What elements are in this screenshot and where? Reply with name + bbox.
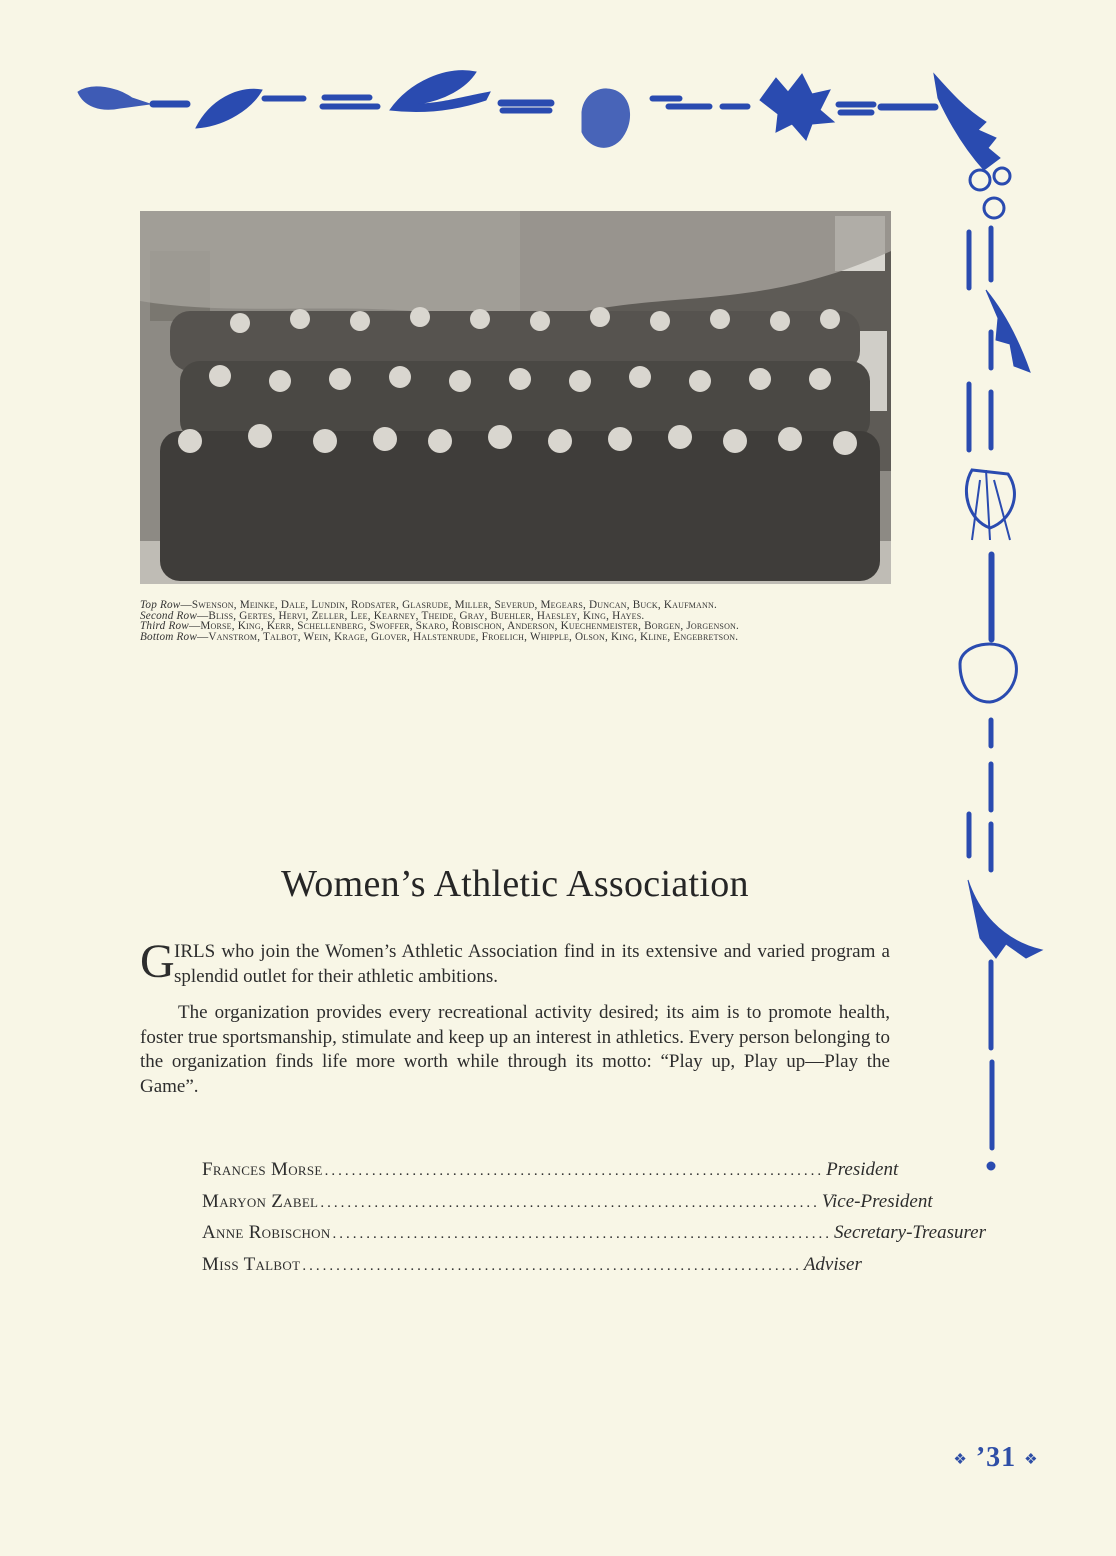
photo-caption bbox=[140, 600, 892, 642]
pinecone-ornament bbox=[960, 644, 1016, 702]
officer-title: Vice-President bbox=[821, 1190, 933, 1212]
vine-segment bbox=[989, 960, 993, 1050]
vine-segment bbox=[989, 762, 993, 812]
officer-title: Adviser bbox=[803, 1253, 862, 1275]
officer-name: Miss Talbot bbox=[202, 1253, 301, 1275]
caption-row-label: Second Row bbox=[140, 609, 197, 622]
acorn-ornament bbox=[994, 168, 1010, 184]
article-body bbox=[140, 935, 890, 1111]
dot-leader: .......................................................................... bbox=[302, 1257, 802, 1274]
officers-list bbox=[202, 1155, 986, 1281]
caption-row-label: Bottom Row bbox=[140, 630, 198, 643]
vine-segment bbox=[989, 822, 993, 872]
seed-pod-ornament bbox=[78, 87, 150, 109]
dot-leader: .......................................................................... bbox=[320, 1194, 820, 1211]
page-number bbox=[951, 1442, 1041, 1474]
officer-row bbox=[202, 1187, 933, 1219]
ribbon-ornament bbox=[390, 71, 490, 112]
band-segment bbox=[838, 110, 874, 115]
vine-segment bbox=[989, 226, 993, 282]
right-ornament-icon: ❖ bbox=[1024, 1452, 1039, 1469]
acorn-ornament bbox=[970, 170, 990, 190]
band-segment bbox=[666, 104, 712, 109]
band-segment bbox=[498, 100, 554, 106]
acorn-ornament bbox=[984, 198, 1004, 218]
dot-leader: .......................................................................... bbox=[332, 1226, 833, 1242]
band-segment bbox=[878, 104, 938, 110]
band-segment bbox=[320, 104, 380, 109]
band-segment bbox=[500, 108, 552, 113]
officer-name: Anne Robischon bbox=[202, 1222, 331, 1243]
vine-segment bbox=[967, 230, 971, 290]
holly-leaf-ornament bbox=[934, 74, 1000, 170]
vine-segment bbox=[990, 1060, 994, 1150]
officer-row bbox=[202, 1155, 899, 1187]
holly-leaf-ornament bbox=[968, 880, 1042, 958]
vine-segment bbox=[967, 812, 971, 858]
vine-segment bbox=[989, 330, 993, 370]
intro-text: IRLS who join the Women’s Athletic Association find in its extensive and varied program a splendid outlet for their athletic ambitions. bbox=[174, 941, 890, 987]
left-ornament-icon: ❖ bbox=[953, 1452, 968, 1469]
officer-name: Frances Morse bbox=[202, 1159, 323, 1180]
caption-row-names: —Morse, King, Kerr, Schellenberg, Swoffer, Skaro, Robischon, Anderson, Kuechenmeister, Borgen, Jorgenson. bbox=[188, 620, 740, 633]
officer-name: Maryon Zabel bbox=[202, 1190, 319, 1212]
caption-row-label: Top Row bbox=[140, 599, 181, 611]
vine-segment bbox=[989, 552, 994, 642]
caption-row-names: —Bliss, Gertes, Hervi, Zeller, Lee, Kearney, Theide, Gray, Buehler, Haesley, King, Hayes. bbox=[197, 609, 645, 622]
group-photo bbox=[140, 211, 891, 584]
officer-title: Secretary-Treasurer bbox=[834, 1222, 986, 1243]
officer-title: President bbox=[826, 1159, 899, 1180]
caption-row-names: —Vanstrom, Talbot, Wein, Krage, Glover, Halstenrude, Froelich, Whipple, Olson, King, Kline, Engebretson. bbox=[197, 630, 739, 643]
drop-cap: G bbox=[140, 935, 175, 988]
tassel-ornament bbox=[966, 470, 1014, 528]
dot-leader: .......................................................................... bbox=[324, 1163, 825, 1179]
body-paragraph: The organization provides every recreational activity desired; its aim is to promote health, foster true sportsmanship, stimulate and keep up an interest in athletics. Every person belonging to the organization finds life more worth while through its motto: “Play up, Play up—Play the Game”. bbox=[140, 1002, 890, 1097]
page-number-text: ’31 bbox=[975, 1442, 1017, 1473]
vine-dot bbox=[987, 1162, 995, 1170]
caption-row bbox=[140, 632, 892, 643]
tassel-ornament bbox=[972, 470, 1010, 540]
page-title: Women’s Athletic Association bbox=[281, 863, 749, 905]
rows-of-people bbox=[160, 311, 880, 581]
band-segment bbox=[262, 96, 306, 101]
band-segment bbox=[322, 95, 372, 100]
band-segment bbox=[150, 101, 190, 107]
band-segment bbox=[720, 104, 750, 109]
oak-leaf-ornament bbox=[760, 74, 834, 140]
officer-row bbox=[202, 1250, 862, 1282]
vine-segment bbox=[967, 382, 971, 452]
pinecone-ornament bbox=[582, 89, 630, 147]
intro-paragraph bbox=[140, 935, 890, 989]
band-segment bbox=[650, 96, 682, 101]
band-segment bbox=[836, 102, 876, 107]
caption-row-names: —Swenson, Meinke, Dale, Lundin, Rodsater, Glasrude, Miller, Severud, Megears, Duncan, Buck, Kaufmann. bbox=[180, 599, 717, 611]
officer-row bbox=[202, 1218, 986, 1250]
holly-leaf-ornament bbox=[986, 290, 1030, 372]
vine-segment bbox=[989, 718, 993, 748]
caption-row-label: Third Row bbox=[140, 620, 189, 633]
vine-segment bbox=[989, 390, 993, 450]
leaf-ornament bbox=[196, 89, 262, 128]
